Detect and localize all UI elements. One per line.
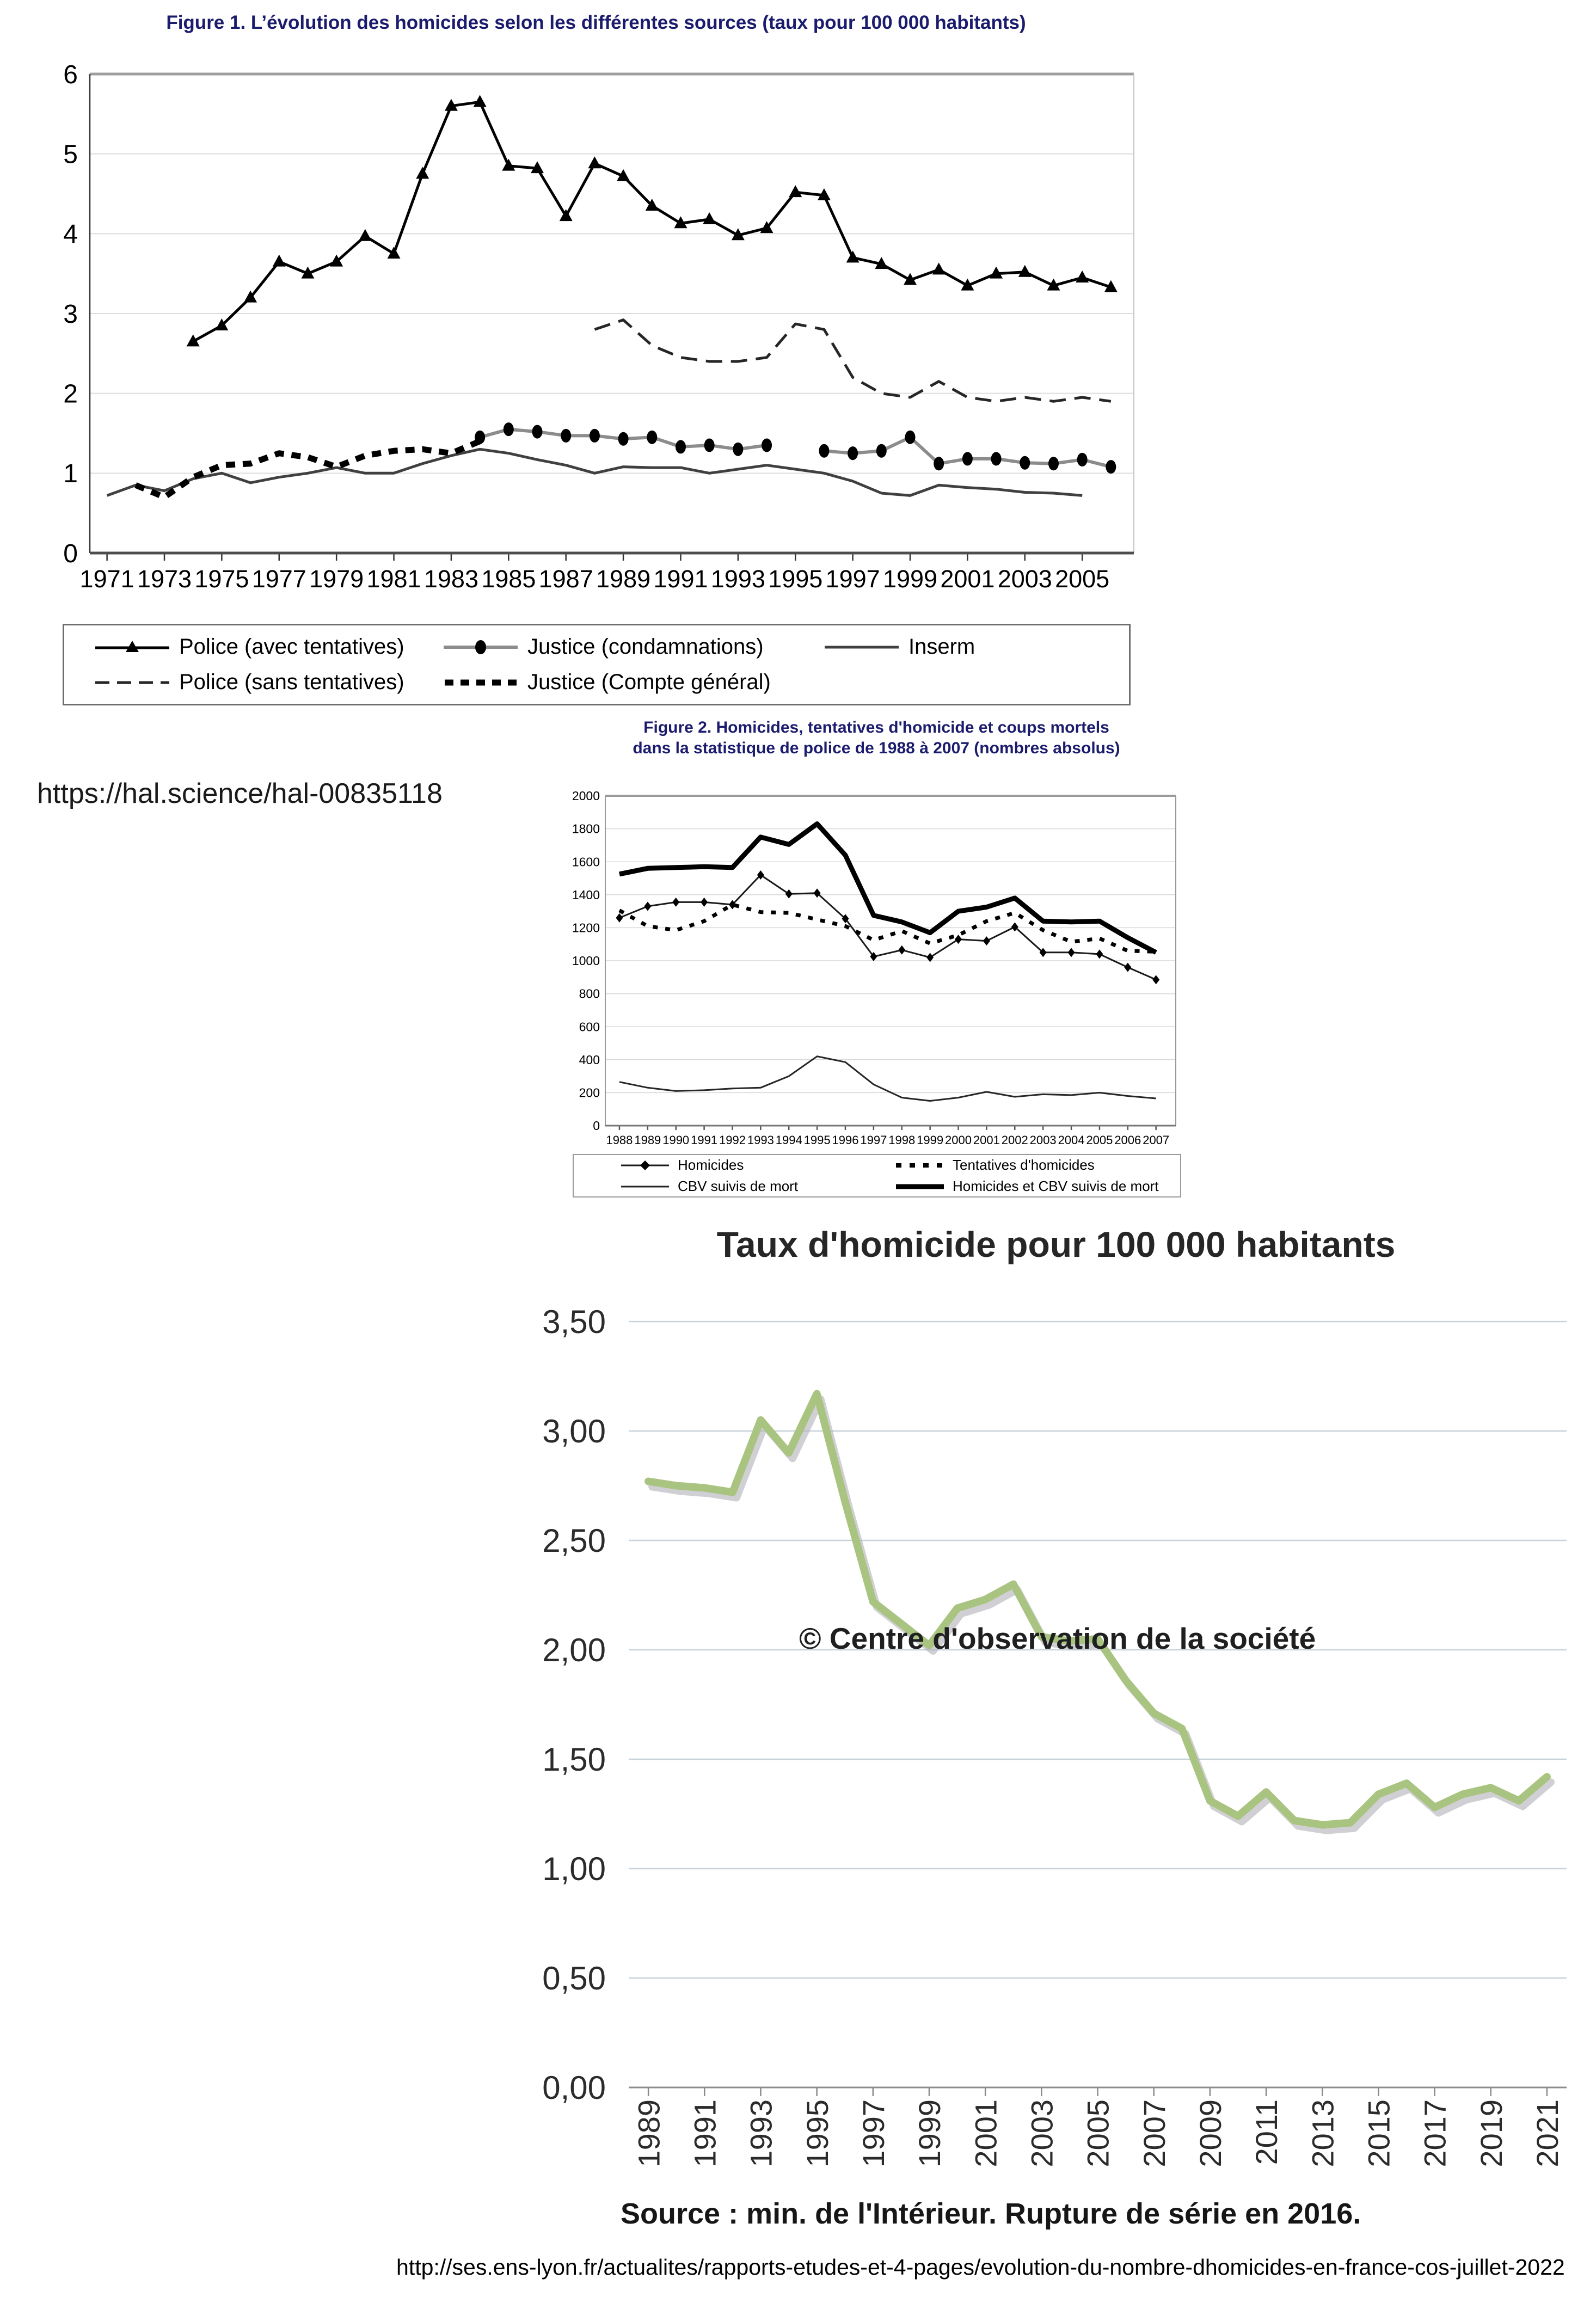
svg-text:2001: 2001 — [968, 2099, 1003, 2167]
svg-text:400: 400 — [579, 1052, 600, 1067]
svg-text:1998: 1998 — [888, 1133, 916, 1147]
svg-text:600: 600 — [579, 1020, 600, 1034]
svg-text:2007: 2007 — [1143, 1133, 1170, 1147]
svg-text:1989: 1989 — [596, 565, 651, 593]
svg-text:2: 2 — [63, 379, 78, 409]
svg-text:1995: 1995 — [800, 2099, 834, 2167]
svg-text:2005: 2005 — [1081, 2099, 1115, 2167]
svg-text:2006: 2006 — [1114, 1133, 1141, 1147]
svg-text:2001: 2001 — [973, 1133, 1000, 1147]
svg-text:2,50: 2,50 — [542, 1522, 606, 1559]
svg-text:2019: 2019 — [1474, 2099, 1508, 2167]
figure3-source-note: Source : min. de l'Intérieur. Rupture de série en 2016. — [621, 2197, 1361, 2230]
svg-text:3: 3 — [63, 299, 78, 329]
svg-text:1999: 1999 — [882, 565, 938, 593]
svg-text:5: 5 — [63, 140, 78, 169]
svg-text:1000: 1000 — [572, 954, 600, 968]
svg-text:3,00: 3,00 — [542, 1413, 606, 1450]
figure3-chart — [517, 1274, 1595, 2232]
svg-text:200: 200 — [579, 1085, 600, 1100]
bold-dotted-line-icon — [443, 673, 519, 692]
svg-text:1996: 1996 — [832, 1133, 859, 1147]
legend-label: Inserm — [909, 635, 975, 659]
figure2-title — [566, 717, 1187, 759]
legend-item-homicides — [620, 1157, 895, 1174]
svg-text:4: 4 — [63, 220, 78, 249]
svg-text:6: 6 — [63, 60, 78, 89]
svg-text:1989: 1989 — [631, 2099, 666, 2167]
svg-text:0,00: 0,00 — [542, 2069, 606, 2106]
svg-text:1988: 1988 — [606, 1133, 633, 1147]
svg-text:1: 1 — [63, 459, 78, 489]
legend-label: Justice (Compte général) — [527, 670, 771, 694]
legend-item-tentatives — [895, 1157, 1180, 1174]
svg-text:1800: 1800 — [572, 821, 600, 836]
svg-text:1993: 1993 — [710, 565, 765, 593]
svg-text:1600: 1600 — [572, 855, 600, 869]
legend-item-cbv — [620, 1178, 895, 1195]
legend-item-police-avec-tentatives — [94, 635, 443, 659]
svg-text:1200: 1200 — [572, 920, 600, 935]
svg-text:0: 0 — [63, 539, 78, 568]
svg-text:2003: 2003 — [997, 565, 1052, 593]
svg-text:2017: 2017 — [1417, 2099, 1452, 2167]
dashed-line-icon — [94, 673, 170, 692]
svg-text:1999: 1999 — [912, 2099, 947, 2167]
svg-text:1995: 1995 — [768, 565, 823, 593]
svg-text:1989: 1989 — [634, 1133, 661, 1147]
figure2-title-line1: Figure 2. Homicides, tentatives d'homicide et coups mortels — [643, 718, 1109, 736]
svg-text:1992: 1992 — [719, 1133, 746, 1147]
legend-label: Justice (condamnations) — [527, 635, 764, 659]
svg-text:2007: 2007 — [1137, 2099, 1171, 2167]
plain-line-icon — [824, 637, 900, 657]
legend-item-inserm — [824, 635, 1129, 659]
thick-line-icon — [895, 1180, 945, 1194]
svg-text:3,50: 3,50 — [542, 1304, 606, 1340]
figure1-title: Figure 1. L’évolution des homicides selon les différentes sources (taux pour 100 000 habitants) — [166, 12, 1026, 33]
svg-text:1991: 1991 — [653, 565, 708, 593]
svg-text:1973: 1973 — [137, 565, 192, 593]
svg-text:2009: 2009 — [1193, 2099, 1227, 2167]
legend-label: Homicides et CBV suivis de mort — [953, 1178, 1159, 1194]
svg-text:1979: 1979 — [309, 565, 364, 593]
svg-text:2004: 2004 — [1058, 1133, 1085, 1147]
svg-text:1,00: 1,00 — [542, 1851, 606, 1887]
figure1-legend — [63, 624, 1131, 705]
figure2-title-line2: dans la statistique de police de 1988 à 2007 (nombres absolus) — [633, 739, 1120, 757]
svg-text:1987: 1987 — [538, 565, 593, 593]
legend-label: Police (avec tentatives) — [179, 635, 404, 659]
legend-label: Tentatives d'homicides — [953, 1157, 1095, 1173]
svg-text:2002: 2002 — [1001, 1133, 1028, 1147]
svg-text:1400: 1400 — [572, 887, 600, 902]
svg-text:1995: 1995 — [803, 1133, 831, 1147]
svg-text:0,50: 0,50 — [542, 1960, 606, 1997]
svg-text:2015: 2015 — [1361, 2099, 1396, 2167]
legend-item-police-sans-tentatives — [94, 670, 443, 695]
svg-text:1994: 1994 — [775, 1133, 802, 1147]
svg-text:2003: 2003 — [1024, 2099, 1059, 2167]
legend-label: Homicides — [678, 1157, 744, 1173]
svg-text:1999: 1999 — [917, 1133, 944, 1147]
hal-link[interactable]: https://hal.science/hal-00835118 — [37, 778, 443, 809]
thin-line-icon — [620, 1180, 670, 1194]
figure1-chart — [41, 59, 1146, 621]
legend-item-justice-condamnations — [443, 635, 824, 659]
triangle-line-icon — [94, 637, 170, 657]
svg-text:1983: 1983 — [423, 565, 478, 593]
svg-text:0: 0 — [593, 1119, 600, 1133]
svg-text:1,50: 1,50 — [542, 1741, 606, 1778]
legend-item-homicides-cbv — [895, 1178, 1180, 1195]
svg-text:1991: 1991 — [687, 2099, 722, 2167]
svg-text:1997: 1997 — [825, 565, 880, 593]
svg-text:1990: 1990 — [662, 1133, 690, 1147]
legend-label: Police (sans tentatives) — [179, 670, 404, 694]
svg-text:2001: 2001 — [940, 565, 995, 593]
figure2-legend — [573, 1154, 1181, 1197]
svg-text:2021: 2021 — [1530, 2099, 1564, 2167]
svg-text:2011: 2011 — [1249, 2099, 1284, 2165]
legend-item-justice-compte-general — [443, 670, 824, 695]
svg-text:1985: 1985 — [481, 565, 536, 593]
svg-text:1997: 1997 — [860, 1133, 887, 1147]
svg-text:1997: 1997 — [856, 2099, 891, 2167]
svg-text:2003: 2003 — [1029, 1133, 1057, 1147]
svg-text:1993: 1993 — [747, 1133, 774, 1147]
legend-label: CBV suivis de mort — [678, 1178, 799, 1194]
svg-text:2005: 2005 — [1055, 565, 1110, 593]
svg-text:2000: 2000 — [945, 1133, 972, 1147]
svg-text:1981: 1981 — [366, 565, 421, 593]
svg-text:800: 800 — [579, 986, 600, 1001]
diamond-line-icon — [620, 1158, 670, 1172]
footer-url[interactable]: http://ses.ens-lyon.fr/actualites/rapports-etudes-et-4-pages/evolution-du-nombre-dhomicides-en-france-cos-juillet-2022 — [396, 2255, 1565, 2280]
svg-text:1991: 1991 — [691, 1133, 718, 1147]
svg-text:2005: 2005 — [1086, 1133, 1113, 1147]
svg-text:2013: 2013 — [1305, 2099, 1340, 2167]
circle-line-icon — [443, 637, 519, 657]
figure2-chart — [566, 784, 1187, 1165]
svg-text:2000: 2000 — [572, 789, 600, 803]
svg-text:1975: 1975 — [194, 565, 249, 593]
figure3-copyright-annotation: © Centre d'observation de la société — [799, 1622, 1316, 1655]
figure3-title: Taux d'homicide pour 100 000 habitants — [716, 1224, 1396, 1264]
dotted-line-icon — [895, 1158, 945, 1172]
svg-text:1971: 1971 — [79, 565, 134, 593]
svg-text:2,00: 2,00 — [542, 1632, 606, 1668]
svg-text:1977: 1977 — [251, 565, 306, 593]
svg-text:1993: 1993 — [744, 2099, 778, 2167]
